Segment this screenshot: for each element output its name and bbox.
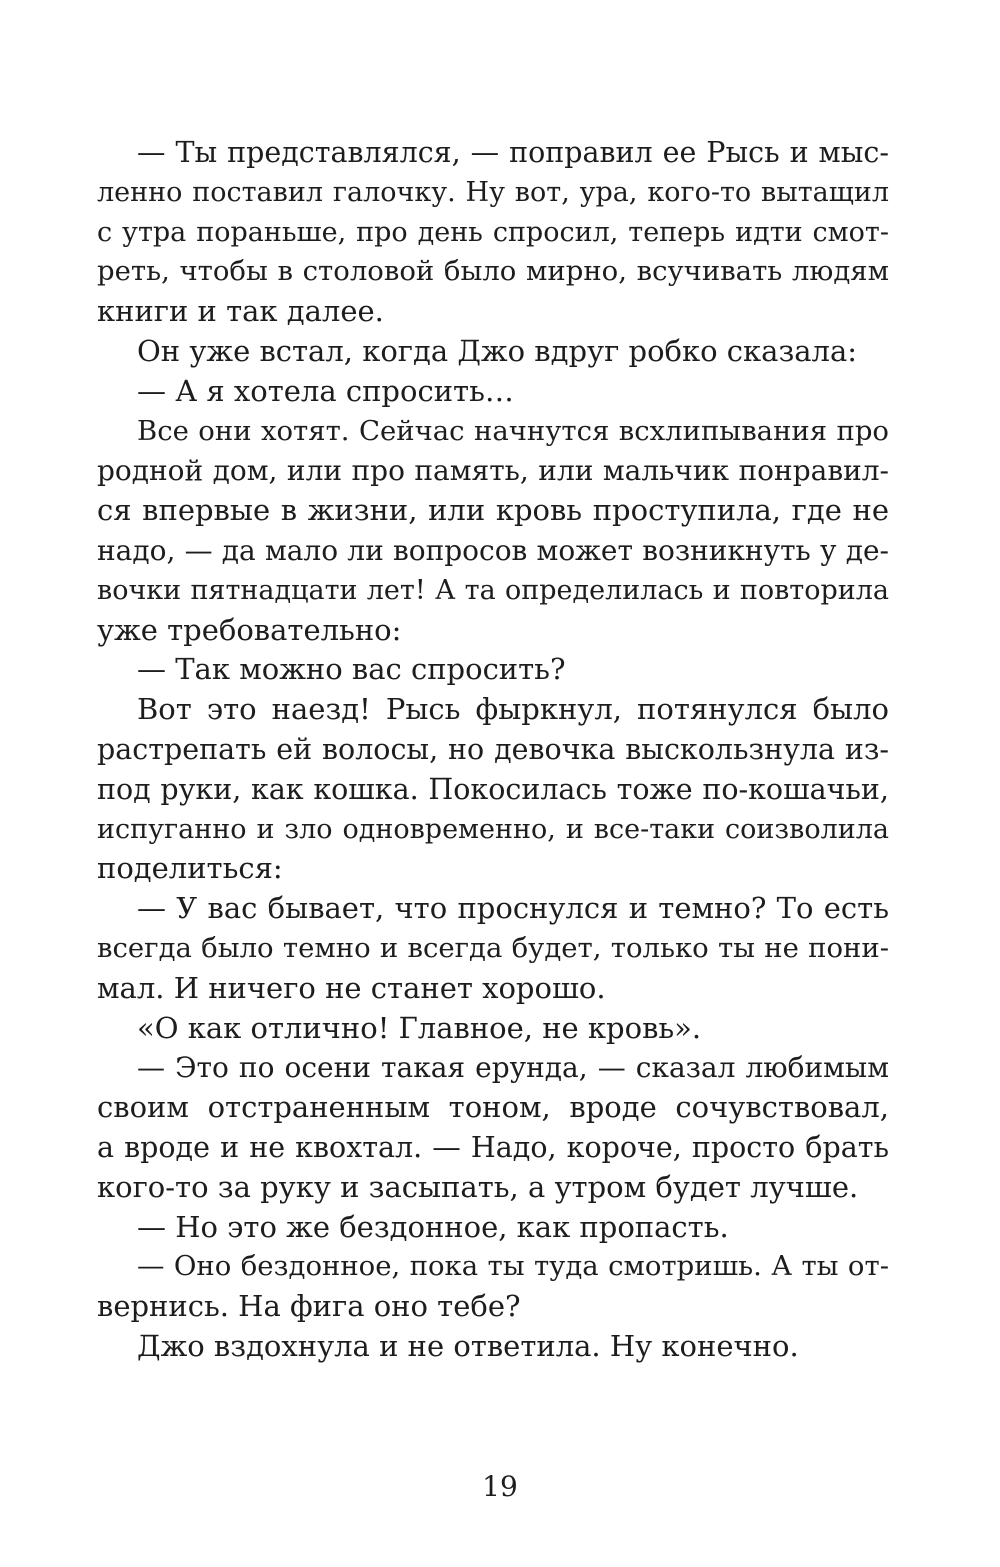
text-line: Он уже встал, когда Джо вдруг робко сказала: bbox=[137, 333, 858, 368]
text-line: растрепать ей волосы, но девочка выскользнула из- bbox=[97, 732, 889, 766]
text-line: — Ты представлялся, — поправил ее Рысь и мыс- bbox=[137, 136, 889, 169]
text-line: Все они хотят. Сейчас начнутся всхлипывания про bbox=[137, 414, 889, 447]
text-line: — Но это же бездонное, как пропасть. bbox=[137, 1209, 729, 1244]
text-line: — А я хотела спросить… bbox=[137, 373, 514, 408]
text-line: ленно поставил галочку. Ну вот, ура, кого-то вытащил bbox=[97, 176, 889, 208]
text-line: родной дом, или про память, или мальчик понравил- bbox=[97, 454, 889, 488]
text-line: надо, — да мало ли вопросов может возникнуть у де- bbox=[97, 533, 889, 567]
text-line: вернись. На фига оно тебе? bbox=[97, 1289, 521, 1324]
body-text bbox=[97, 133, 889, 1367]
text-line: под руки, как кошка. Покосилась тоже по-кошачьи, bbox=[97, 772, 889, 806]
text-line: — Так можно вас спросить? bbox=[137, 652, 566, 687]
text-line: а вроде и не квохтал. — Надо, короче, просто брать bbox=[97, 1130, 889, 1164]
text-line: — У вас бывает, что проснулся и темно? То есть bbox=[137, 891, 889, 926]
text-line: мал. И ничего не станет хорошо. bbox=[97, 970, 606, 1005]
text-line: испуганно и зло одновременно, и все-таки соизволила bbox=[97, 813, 889, 845]
text-line: своим отстраненным тоном, вроде сочувствовал, bbox=[97, 1090, 889, 1125]
text-line: ся впервые в жизни, или кровь проступила, где не bbox=[97, 493, 889, 528]
text-line: — Оно бездонное, пока ты туда смотришь. А ты от- bbox=[137, 1250, 889, 1283]
text-line: вочки пятнадцати лет! А та определилась и повторила bbox=[97, 574, 889, 606]
text-line: кого-то за руку и засыпать, а утром будет лучше. bbox=[97, 1169, 859, 1204]
text-line: — Это по осени такая ерунда, — сказал любимым bbox=[137, 1051, 889, 1085]
text-line: всегда было темно и всегда будет, только ты не пони- bbox=[97, 931, 889, 964]
text-line: поделиться: bbox=[97, 851, 283, 886]
text-line: книги и так далее. bbox=[97, 294, 384, 329]
text-line: с утра пораньше, про день спросил, теперь идти смот- bbox=[97, 216, 889, 248]
text-line: Джо вздохнула и не ответила. Ну конечно. bbox=[137, 1328, 799, 1363]
text-line: Вот это наезд! Рысь фыркнул, потянулся было bbox=[137, 692, 889, 727]
text-line: «О как отлично! Главное, не кровь». bbox=[137, 1010, 702, 1045]
text-line: реть, чтобы в столовой было мирно, всучивать людям bbox=[97, 255, 889, 288]
text-line: уже требовательно: bbox=[97, 612, 402, 647]
page-number: 19 bbox=[482, 1470, 518, 1503]
